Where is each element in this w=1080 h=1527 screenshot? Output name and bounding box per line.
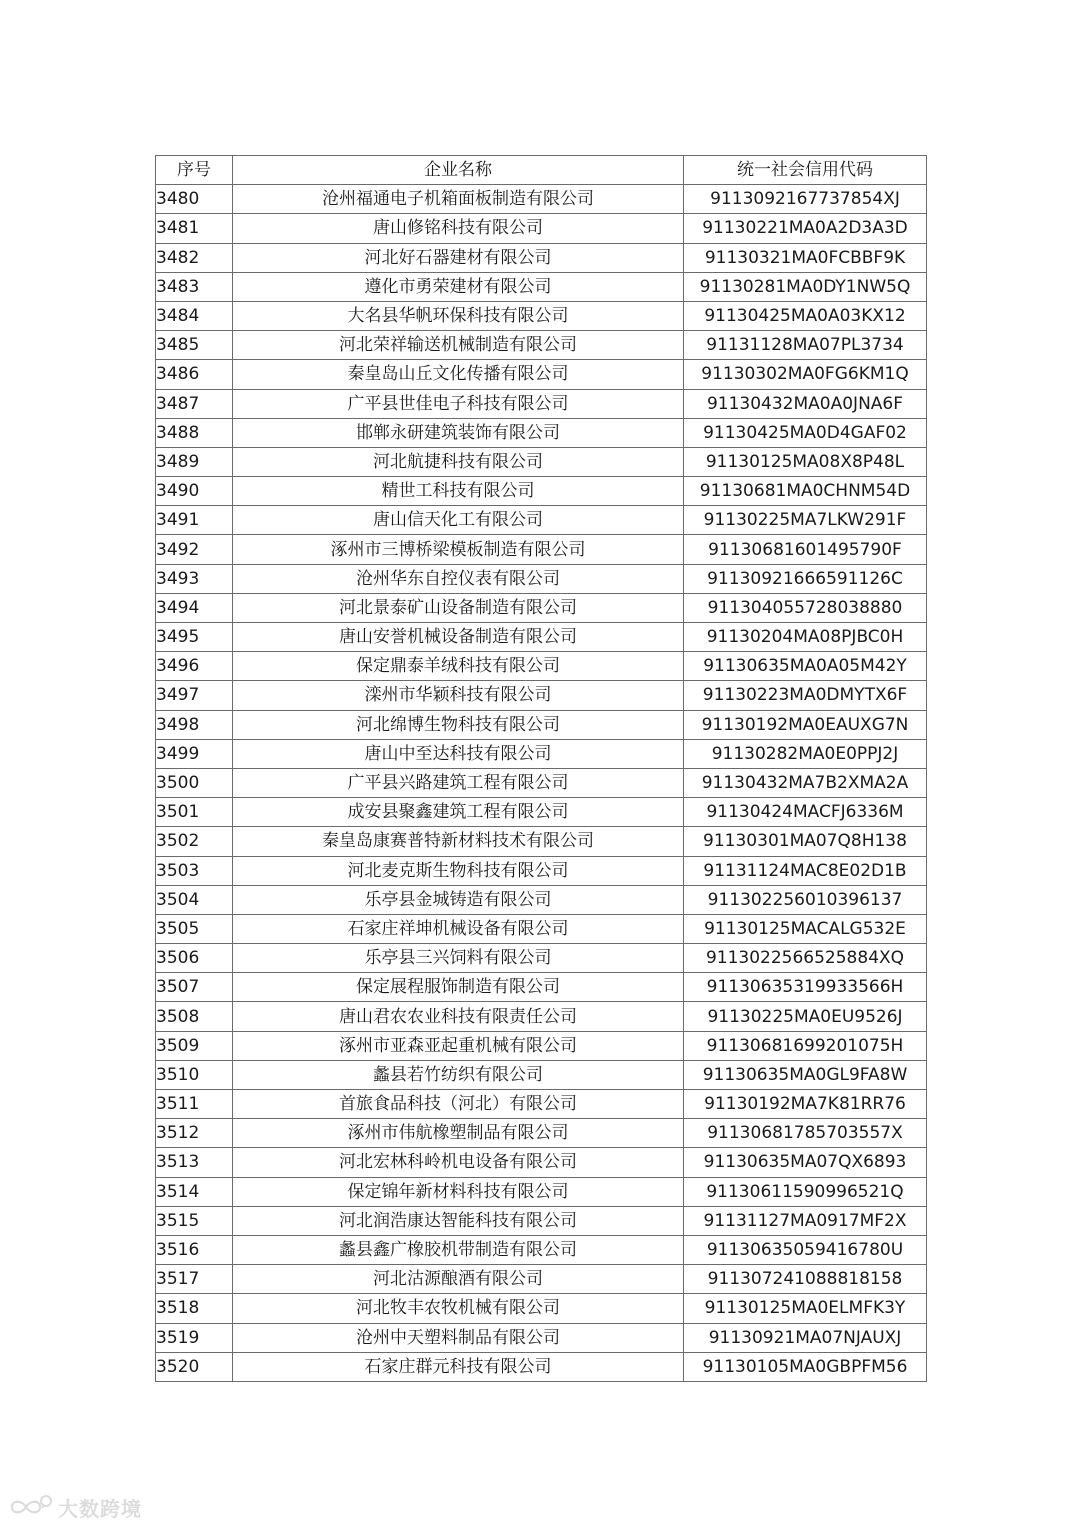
infinity-chat-logo-icon (6, 1494, 54, 1520)
cell-seq: 3485 (156, 331, 233, 360)
cell-credit-code: 91130302MA0FG6KM1Q (684, 360, 927, 389)
cell-company-name: 乐亭县三兴饲料有限公司 (233, 944, 684, 973)
cell-company-name: 河北沽源酿酒有限公司 (233, 1265, 684, 1294)
table-row (156, 1352, 927, 1381)
watermark (6, 1492, 142, 1522)
cell-seq: 3480 (156, 185, 233, 214)
header-row (156, 156, 927, 185)
cell-credit-code: 91130125MACALG532E (684, 914, 927, 943)
cell-seq: 3495 (156, 623, 233, 652)
cell-seq: 3509 (156, 1031, 233, 1060)
cell-credit-code: 91130204MA08PJBC0H (684, 623, 927, 652)
table-row (156, 1090, 927, 1119)
cell-company-name: 沧州华东自控仪表有限公司 (233, 564, 684, 593)
cell-credit-code: 91130225MA7LKW291F (684, 506, 927, 535)
cell-seq: 3502 (156, 827, 233, 856)
table-row (156, 301, 927, 330)
cell-credit-code: 91130225MA0EU9526J (684, 1002, 927, 1031)
cell-company-name: 保定鼎泰羊绒科技有限公司 (233, 652, 684, 681)
cell-company-name: 遵化市勇荣建材有限公司 (233, 272, 684, 301)
table-row (156, 914, 927, 943)
cell-company-name: 大名县华帆环保科技有限公司 (233, 301, 684, 330)
table-row (156, 1294, 927, 1323)
cell-credit-code: 91130105MA0GBPFM56 (684, 1352, 927, 1381)
cell-company-name: 涿州市亚森亚起重机械有限公司 (233, 1031, 684, 1060)
table-row (156, 1177, 927, 1206)
table-row (156, 1060, 927, 1089)
cell-company-name: 石家庄群元科技有限公司 (233, 1352, 684, 1381)
cell-company-name: 河北牧丰农牧机械有限公司 (233, 1294, 684, 1323)
cell-company-name: 河北润浩康达智能科技有限公司 (233, 1206, 684, 1235)
cell-seq: 3491 (156, 506, 233, 535)
cell-seq: 3489 (156, 447, 233, 476)
cell-company-name: 沧州福通电子机箱面板制造有限公司 (233, 185, 684, 214)
table-body (156, 185, 927, 1382)
cell-company-name: 成安县聚鑫建筑工程有限公司 (233, 798, 684, 827)
table-row (156, 185, 927, 214)
cell-seq: 3520 (156, 1352, 233, 1381)
cell-company-name: 乐亭县金城铸造有限公司 (233, 885, 684, 914)
cell-credit-code: 91130192MA7K81RR76 (684, 1090, 927, 1119)
cell-company-name: 滦州市华颖科技有限公司 (233, 681, 684, 710)
table-row (156, 331, 927, 360)
cell-company-name: 涿州市伟航橡塑制品有限公司 (233, 1119, 684, 1148)
cell-credit-code: 91130424MACFJ6336M (684, 798, 927, 827)
table-header (156, 156, 927, 185)
cell-company-name: 河北宏林科岭机电设备有限公司 (233, 1148, 684, 1177)
cell-credit-code: 9113022566525884XQ (684, 944, 927, 973)
cell-seq: 3510 (156, 1060, 233, 1089)
table-row (156, 973, 927, 1002)
cell-company-name: 唐山安誉机械设备制造有限公司 (233, 623, 684, 652)
cell-credit-code: 91130681785703557X (684, 1119, 927, 1148)
cell-credit-code: 91130635MA0A05M42Y (684, 652, 927, 681)
cell-credit-code: 91130125MA0ELMFK3Y (684, 1294, 927, 1323)
cell-seq: 3503 (156, 856, 233, 885)
cell-credit-code: 91130611590996521Q (684, 1177, 927, 1206)
cell-company-name: 蠡县若竹纺织有限公司 (233, 1060, 684, 1089)
cell-seq: 3511 (156, 1090, 233, 1119)
table-row (156, 1148, 927, 1177)
cell-seq: 3515 (156, 1206, 233, 1235)
cell-credit-code: 91130192MA0EAUXG7N (684, 710, 927, 739)
table-row (156, 360, 927, 389)
cell-company-name: 广平县兴路建筑工程有限公司 (233, 768, 684, 797)
table-row (156, 1323, 927, 1352)
cell-credit-code: 91130681601495790F (684, 535, 927, 564)
table-row (156, 739, 927, 768)
table-row (156, 272, 927, 301)
cell-seq: 3507 (156, 973, 233, 1002)
cell-seq: 3499 (156, 739, 233, 768)
cell-seq: 3505 (156, 914, 233, 943)
table-row (156, 827, 927, 856)
table-row (156, 243, 927, 272)
cell-seq: 3519 (156, 1323, 233, 1352)
cell-company-name: 唐山中至达科技有限公司 (233, 739, 684, 768)
cell-credit-code: 91130425MA0A03KX12 (684, 301, 927, 330)
cell-credit-code: 9113092167737854XJ (684, 185, 927, 214)
cell-seq: 3517 (156, 1265, 233, 1294)
table-row (156, 1265, 927, 1294)
cell-credit-code: 91130921MA07NJAUXJ (684, 1323, 927, 1352)
cell-credit-code: 91130425MA0D4GAF02 (684, 418, 927, 447)
cell-credit-code: 91130681699201075H (684, 1031, 927, 1060)
cell-company-name: 唐山君农农业科技有限责任公司 (233, 1002, 684, 1031)
table-row (156, 506, 927, 535)
cell-seq: 3497 (156, 681, 233, 710)
enterprise-registry-table (155, 155, 927, 1382)
cell-company-name: 河北好石器建材有限公司 (233, 243, 684, 272)
cell-credit-code: 91130635059416780U (684, 1235, 927, 1264)
table-row (156, 1235, 927, 1264)
cell-company-name: 精世工科技有限公司 (233, 477, 684, 506)
watermark-text: 大数跨境 (58, 1496, 142, 1521)
cell-company-name: 首旅食品科技（河北）有限公司 (233, 1090, 684, 1119)
cell-credit-code: 91130281MA0DY1NW5Q (684, 272, 927, 301)
cell-credit-code: 91130635319933566H (684, 973, 927, 1002)
cell-seq: 3481 (156, 214, 233, 243)
table-row (156, 214, 927, 243)
cell-seq: 3512 (156, 1119, 233, 1148)
cell-credit-code: 91131127MA0917MF2X (684, 1206, 927, 1235)
cell-company-name: 河北荣祥输送机械制造有限公司 (233, 331, 684, 360)
cell-seq: 3493 (156, 564, 233, 593)
table-row (156, 1002, 927, 1031)
cell-seq: 3494 (156, 593, 233, 622)
table-row (156, 1119, 927, 1148)
cell-credit-code: 91130282MA0E0PPJ2J (684, 739, 927, 768)
table-row (156, 389, 927, 418)
header-code: 统一社会信用代码 (684, 156, 927, 185)
cell-company-name: 石家庄祥坤机械设备有限公司 (233, 914, 684, 943)
cell-seq: 3513 (156, 1148, 233, 1177)
cell-company-name: 河北绵博生物科技有限公司 (233, 710, 684, 739)
table-row (156, 768, 927, 797)
table-row (156, 418, 927, 447)
header-name: 企业名称 (233, 156, 684, 185)
cell-seq: 3487 (156, 389, 233, 418)
table-row (156, 623, 927, 652)
cell-company-name: 邯郸永研建筑装饰有限公司 (233, 418, 684, 447)
cell-company-name: 蠡县鑫广橡胶机带制造有限公司 (233, 1235, 684, 1264)
cell-credit-code: 91131128MA07PL3734 (684, 331, 927, 360)
cell-company-name: 河北景泰矿山设备制造有限公司 (233, 593, 684, 622)
cell-company-name: 涿州市三博桥梁模板制造有限公司 (233, 535, 684, 564)
cell-seq: 3514 (156, 1177, 233, 1206)
cell-seq: 3504 (156, 885, 233, 914)
table-row (156, 681, 927, 710)
cell-seq: 3501 (156, 798, 233, 827)
cell-seq: 3490 (156, 477, 233, 506)
cell-company-name: 广平县世佳电子科技有限公司 (233, 389, 684, 418)
cell-company-name: 秦皇岛山丘文化传播有限公司 (233, 360, 684, 389)
table-row (156, 798, 927, 827)
cell-company-name: 河北麦克斯生物科技有限公司 (233, 856, 684, 885)
table-row (156, 564, 927, 593)
table-row (156, 593, 927, 622)
cell-seq: 3486 (156, 360, 233, 389)
cell-company-name: 唐山修铭科技有限公司 (233, 214, 684, 243)
cell-company-name: 秦皇岛康赛普特新材料技术有限公司 (233, 827, 684, 856)
cell-company-name: 保定展程服饰制造有限公司 (233, 973, 684, 1002)
cell-credit-code: 91130635MA0GL9FA8W (684, 1060, 927, 1089)
cell-credit-code: 91130921666591126C (684, 564, 927, 593)
cell-seq: 3484 (156, 301, 233, 330)
table-row (156, 944, 927, 973)
cell-credit-code: 911304055728038880 (684, 593, 927, 622)
table-row (156, 710, 927, 739)
cell-credit-code: 91130432MA7B2XMA2A (684, 768, 927, 797)
cell-credit-code: 911307241088818158 (684, 1265, 927, 1294)
cell-company-name: 河北航捷科技有限公司 (233, 447, 684, 476)
cell-company-name: 唐山信天化工有限公司 (233, 506, 684, 535)
header-seq: 序号 (156, 156, 233, 185)
cell-seq: 3482 (156, 243, 233, 272)
cell-credit-code: 91130301MA07Q8H138 (684, 827, 927, 856)
cell-credit-code: 91130221MA0A2D3A3D (684, 214, 927, 243)
table-row (156, 1031, 927, 1060)
cell-seq: 3506 (156, 944, 233, 973)
cell-seq: 3500 (156, 768, 233, 797)
cell-company-name: 保定锦年新材料科技有限公司 (233, 1177, 684, 1206)
cell-credit-code: 91130223MA0DMYTX6F (684, 681, 927, 710)
cell-seq: 3518 (156, 1294, 233, 1323)
cell-seq: 3483 (156, 272, 233, 301)
table-row (156, 856, 927, 885)
table-row (156, 885, 927, 914)
cell-seq: 3496 (156, 652, 233, 681)
table-row (156, 1206, 927, 1235)
cell-seq: 3488 (156, 418, 233, 447)
cell-credit-code: 91130432MA0A0JNA6F (684, 389, 927, 418)
cell-credit-code: 91130635MA07QX6893 (684, 1148, 927, 1177)
cell-credit-code: 91131124MAC8E02D1B (684, 856, 927, 885)
cell-company-name: 沧州中天塑料制品有限公司 (233, 1323, 684, 1352)
cell-credit-code: 91130681MA0CHNM54D (684, 477, 927, 506)
cell-seq: 3498 (156, 710, 233, 739)
table-row (156, 535, 927, 564)
table-row (156, 477, 927, 506)
cell-seq: 3508 (156, 1002, 233, 1031)
cell-credit-code: 911302256010396137 (684, 885, 927, 914)
cell-seq: 3492 (156, 535, 233, 564)
cell-credit-code: 91130321MA0FCBBF9K (684, 243, 927, 272)
table-row (156, 652, 927, 681)
cell-credit-code: 91130125MA08X8P48L (684, 447, 927, 476)
table-row (156, 447, 927, 476)
cell-seq: 3516 (156, 1235, 233, 1264)
